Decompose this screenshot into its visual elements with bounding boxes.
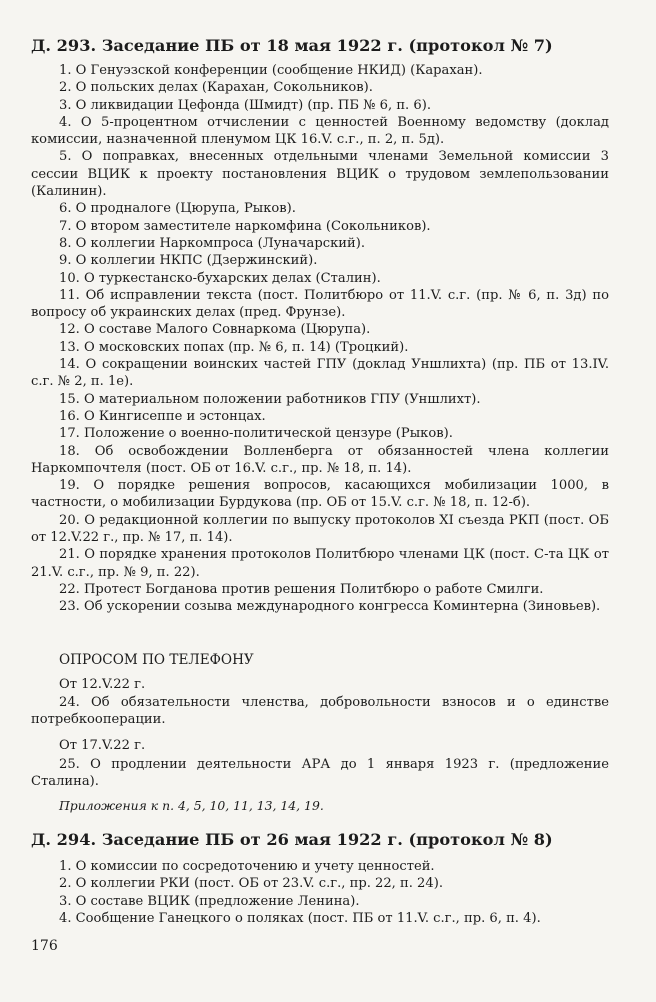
list-item: 1. О комиссии по сосредоточению и учету ценностей.	[59, 859, 435, 874]
list-item: 3. О ликвидации Цефонда (Шмидт) (пр. ПБ № 6, п. 6).	[59, 97, 431, 113]
list-item: 24. Об обязательности членства, добровольности взносов и о единстве потребкооперации.	[31, 695, 609, 728]
list-item: 5. О поправках, внесенных отдельными членами Земельной комиссии 3 сессии ВЦИК к проекту постановления ВЦИК о трудовом землепользовании (Калинин).	[31, 149, 609, 200]
page-number: 176	[31, 938, 58, 954]
list-item: 20. О редакционной коллегии по выпуску протоколов XI съезда РКП (пост. ОБ от 12.V.22 г., пр. № 17, п. 14).	[31, 512, 609, 546]
section-294-items	[31, 858, 609, 927]
list-item: 23. Об ускорении созыва международного конгресса Коминтерна (Зиновьев).	[59, 599, 601, 615]
list-item: 15. О материальном положении работников ГПУ (Уншлихт).	[59, 391, 481, 407]
section-293-heading: Д. 293. Заседание ПБ от 18 мая 1922 г. (протокол № 7)	[31, 36, 553, 55]
list-item: 2. О польских делах (Карахан, Сокольников).	[59, 80, 373, 96]
list-item: 18. Об освобождении Волленберга от обязанностей члена коллегии Наркомпочтеля (пост. ОБ от 16.V. с.г., пр. № 18, п. 14).	[31, 443, 609, 476]
poll-date-1: От 12.V.22 г.	[59, 677, 146, 692]
list-item: 13. О московских попах (пр. № 6, п. 14) (Троцкий).	[59, 339, 409, 355]
list-item: 11. Об исправлении текста (пост. Политбюро от 11.V. с.г. (пр. № 6, п. 3д) по вопросу об украинских делах (пред. Фрунзе).	[31, 287, 609, 321]
section-294-heading: Д. 294. Заседание ПБ от 26 мая 1922 г. (протокол № 8)	[31, 830, 553, 849]
list-item: 10. О туркестанско-бухарских делах (Сталин).	[59, 270, 381, 286]
list-item: 14. О сокращении воинских частей ГПУ (доклад Уншлихта) (пр. ПБ от 13.IV. с.г. № 2, п. 1е).	[31, 357, 609, 390]
poll-item-24	[31, 694, 609, 729]
appendix-note: Приложения к п. 4, 5, 10, 11, 13, 14, 19.	[59, 798, 324, 813]
list-item: 9. О коллегии НКПС (Дзержинский).	[59, 253, 318, 269]
poll-item-25	[31, 756, 609, 791]
list-item: 22. Протест Богданова против решения Политбюро о работе Смилги.	[59, 581, 544, 597]
section-293-items	[31, 62, 609, 616]
list-item: 12. О составе Малого Совнаркома (Цюрупа).	[59, 322, 371, 338]
list-item: 3. О составе ВЦИК (предложение Ленина).	[59, 893, 360, 909]
poll-date-2: От 17.V.22 г.	[59, 738, 146, 753]
list-item: 7. О втором заместителе наркомфина (Сокольников).	[59, 218, 431, 234]
list-item: 8. О коллегии Наркомпроса (Луначарский).	[59, 235, 365, 251]
phone-poll-heading: ОПРОСОМ ПО ТЕЛЕФОНУ	[59, 652, 254, 668]
list-item: 16. О Кингисеппе и эстонцах.	[59, 408, 266, 424]
list-item: 6. О продналоге (Цюрупа, Рыков).	[59, 201, 296, 217]
list-item: 2. О коллегии РКИ (пост. ОБ от 23.V. с.г., пр. 22, п. 24).	[59, 876, 443, 892]
list-item: 4. О 5-процентном отчислении с ценностей Военному ведомству (доклад комиссии, назначенной пленумом ЦК 16.V. с.г., п. 2, п. 5д).	[31, 114, 609, 148]
list-item: 25. О продлении деятельности АРА до 1 января 1923 г. (предложение Сталина).	[31, 757, 609, 790]
list-item: 17. Положение о военно-политической цензуре (Рыков).	[59, 426, 453, 442]
list-item: 19. О порядке решения вопросов, касающихся мобилизации 1000, в частности, о мобилизации Бурдукова (пр. ОБ от 15.V. с.г. № 18, п. 12-б).	[31, 478, 609, 511]
list-item: 4. Сообщение Ганецкого о поляках (пост. ПБ от 11.V. с.г., пр. 6, п. 4).	[59, 910, 541, 926]
list-item: 21. О порядке хранения протоколов Политбюро членами ЦК (пост. С-та ЦК от 21.V. с.г., пр. № 9, п. 22).	[31, 547, 609, 580]
list-item: 1. О Генуэзской конференции (сообщение НКИД) (Карахан).	[59, 63, 483, 78]
